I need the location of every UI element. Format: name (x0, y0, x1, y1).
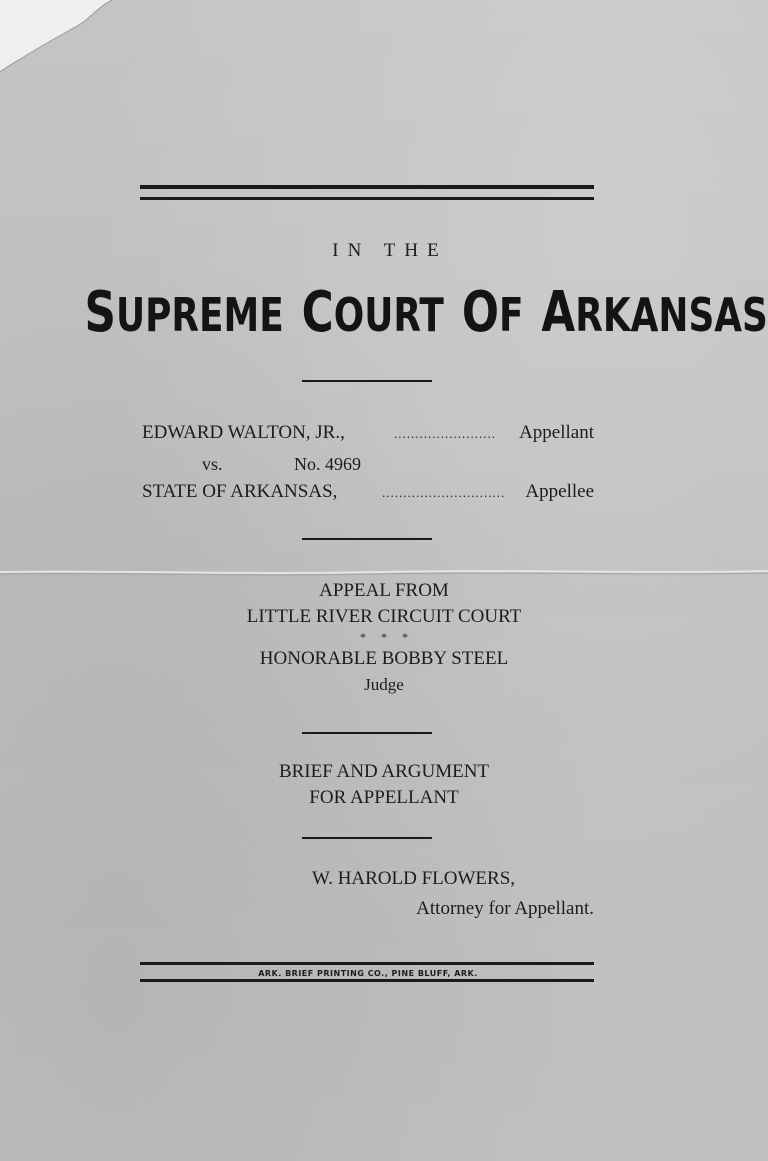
brief-block (0, 759, 768, 811)
appeal-block (0, 578, 768, 698)
versus-line (142, 452, 594, 476)
bottom-rule-upper (140, 962, 594, 965)
appellee-name: STATE OF ARKANSAS, (142, 481, 338, 502)
top-rule-lower (140, 197, 594, 200)
appellee-line (142, 479, 594, 505)
torn-corner (0, 0, 120, 80)
bottom-rule-lower (140, 979, 594, 982)
divider-4 (302, 837, 432, 839)
judge-name: HONORABLE BOBBY STEEL (259, 648, 509, 669)
appellant-leader: ........................ (394, 426, 496, 441)
divider-1 (302, 380, 432, 382)
appellee-role: Appellee (525, 481, 594, 502)
attorney-title: Attorney for Appellant. (416, 898, 594, 919)
brief-line-2: FOR APPELLANT (309, 787, 459, 808)
appeal-from: APPEAL FROM (319, 580, 449, 601)
court-name: SUPREME COURT OF ARKANSAS (84, 280, 768, 345)
printer-imprint: ARK. BRIEF PRINTING CO., PINE BLUFF, ARK. (258, 969, 478, 978)
appellant-line (142, 420, 594, 446)
appellant-role: Appellant (519, 422, 594, 443)
court-title (84, 280, 768, 345)
star-separator: * * * (360, 630, 414, 644)
in-the-heading: IN THE (332, 240, 448, 261)
case-number: No. 4969 (294, 454, 361, 474)
appellant-name: EDWARD WALTON, JR., (142, 422, 345, 443)
lower-court: LITTLE RIVER CIRCUIT COURT (246, 606, 522, 627)
judge-title: Judge (364, 675, 404, 694)
divider-2 (302, 538, 432, 540)
appellee-leader: ............................. (382, 485, 506, 500)
versus-label: vs. (202, 454, 223, 474)
brief-line-1: BRIEF AND ARGUMENT (278, 761, 490, 782)
attorney-name: W. HAROLD FLOWERS, (312, 868, 516, 889)
divider-3 (302, 732, 432, 734)
top-rule-upper (140, 185, 594, 189)
